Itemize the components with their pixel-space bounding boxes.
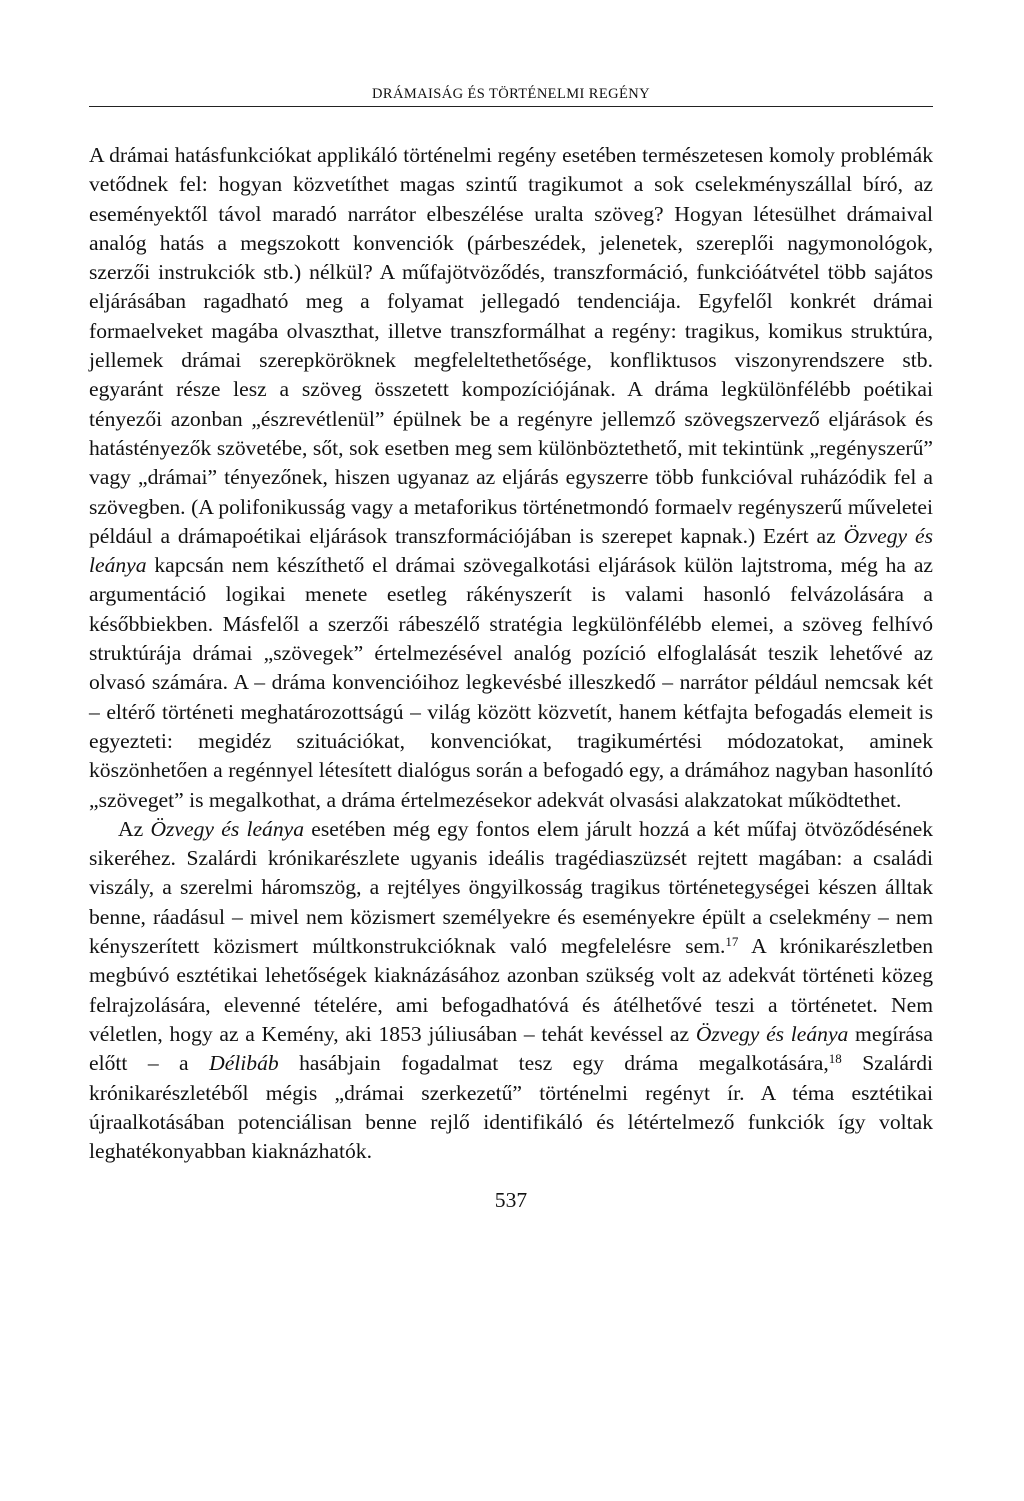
page-number: 537 bbox=[494, 1188, 528, 1213]
text-run: A drámai hatásfunkciókat applikáló történelmi regény esetében természetesen komoly problémák vetődnek fel: hogyan közvetíthet magas szintű tragikumot a sok cselekményszállal bíró, az eseményektől távol maradó narrátor elbeszélése uralta szöveg? Hogyan létesülhet drámaival analóg hatás a megszokott konvenciók (párbeszédek, jelenetek, szereplői nagymonológok, szerzői instrukciók stb.) nélkül? A műfajötvöződés, transzformáció, funkcióátvétel több sajátos eljárásában ragadható meg a folyamat jellegadó tendenciája. Egyfelől konkrét drámai formaelveket magába olvaszthat, illetve transzformálhat a regény: tragikus, komikus struktúra, jellemek drámai szerepköröknek megfeleltethetősége, konfliktusos viszonyrendszere stb. egyaránt része lesz a szöveg összetett kompozíciójának. A dráma legkülönfélébb poétikai tényezői azonban „észrevétlenül” épülnek be a regényre jellemző szövegszervező eljárások és hatástényezők szövetébe, sőt, sok esetben meg sem különböztethető, mit tekintünk „regényszerű” vagy „drámai” tényezőnek, hiszen ugyanaz az eljárás egyszerre több funkcióval ruházódik fel a szövegben. (A polifonikusság vagy a metaforikus történetmondó formaelv regényszerű műveletei például a drámapoétikai eljárások transzformációjában is szerepet kapnak.) Ezért az bbox=[89, 143, 933, 548]
work-title: Özvegy és leánya bbox=[150, 816, 305, 841]
book-page bbox=[89, 86, 933, 1213]
work-title: Özvegy és leánya bbox=[695, 1021, 849, 1046]
text-run: Szalárdi krónikarészletéből mégis „drámai szerkezetű” történelmi regényt ír. A téma esztétikai újraalkotásában potenciálisan benne rejlő identifikáló és létértelmező funkciók így voltak leghatékonyabban kiaknázhatók. bbox=[89, 1051, 933, 1164]
body-text bbox=[89, 141, 933, 1166]
footnote-ref-17[interactable]: 17 bbox=[725, 934, 739, 950]
text-run: megírása előtt – a bbox=[89, 1021, 933, 1076]
periodical-title: Délibáb bbox=[209, 1051, 279, 1076]
text-run: Az bbox=[118, 816, 151, 841]
footnote-ref-18[interactable]: 18 bbox=[828, 1051, 842, 1067]
running-head: DRÁMAISÁG ÉS TÖRTÉNELMI REGÉNY bbox=[89, 86, 933, 107]
text-run: kapcsán nem készíthető el drámai szövegalkotási eljárások külön lajtstroma, még ha az argumentáció logikai menete esetleg rákényszerít is valami hasonló felvázolására a későbbiekben. Másfelől a szerzői rábeszélő stratégia legkülönfélébb elemei, a szöveg felhívó struktúrája drámai „szövegek” értelmezésével analóg pozíció elfoglalását teszik lehetővé az olvasó számára. A – dráma konvencióihoz legkevésbé illeszkedő – narrátor például nemcsak két – eltérő történeti meghatározottságú – világ között közvetít, hanem kétfajta befogadás elemeit is egyezteti: megidéz szituációkat, konvenciókat, tragikumértési módozatokat, aminek köszönhetően a regénnyel létesített dialógus során a befogadó egy, a drámához nagyban hasonlító „szöveget” is megalkothat, a dráma értelmezésekor adekvát olvasási alakzatokat működtethet. bbox=[89, 553, 933, 812]
paragraph-1 bbox=[89, 141, 933, 815]
paragraph-2 bbox=[89, 815, 933, 1167]
text-run: hasábjain fogadalmat tesz egy dráma megalkotására, bbox=[278, 1051, 829, 1076]
text-run: A krónikarészletben megbúvó esztétikai lehetőségek kiaknázásához azonban szükség volt az adekvát történeti közeg felrajzolására, elevenné tételére, ami befogadhatóvá és átélhetővé teszi a történetet. Nem véletlen, hogy az a Kemény, aki 1853 júliusában – tehát kevéssel az bbox=[89, 934, 933, 1046]
work-title: Özvegy és leánya bbox=[89, 523, 933, 578]
text-run: esetében még egy fontos elem járult hozzá a két műfaj ötvöződésének sikeréhez. Szalárdi krónikarészlete ugyanis ideális tragédiaszüzsét rejtett magában: a családi viszály, a szerelmi háromszög, a rejtélyes öngyilkosság tragikus történetegységei készen álltak benne, ráadásul – mivel nem közismert személyekre és eseményekre épült a cselekmény – nem kényszerített közismert múltkonstrukcióknak való megfelelésre sem. bbox=[89, 816, 934, 959]
